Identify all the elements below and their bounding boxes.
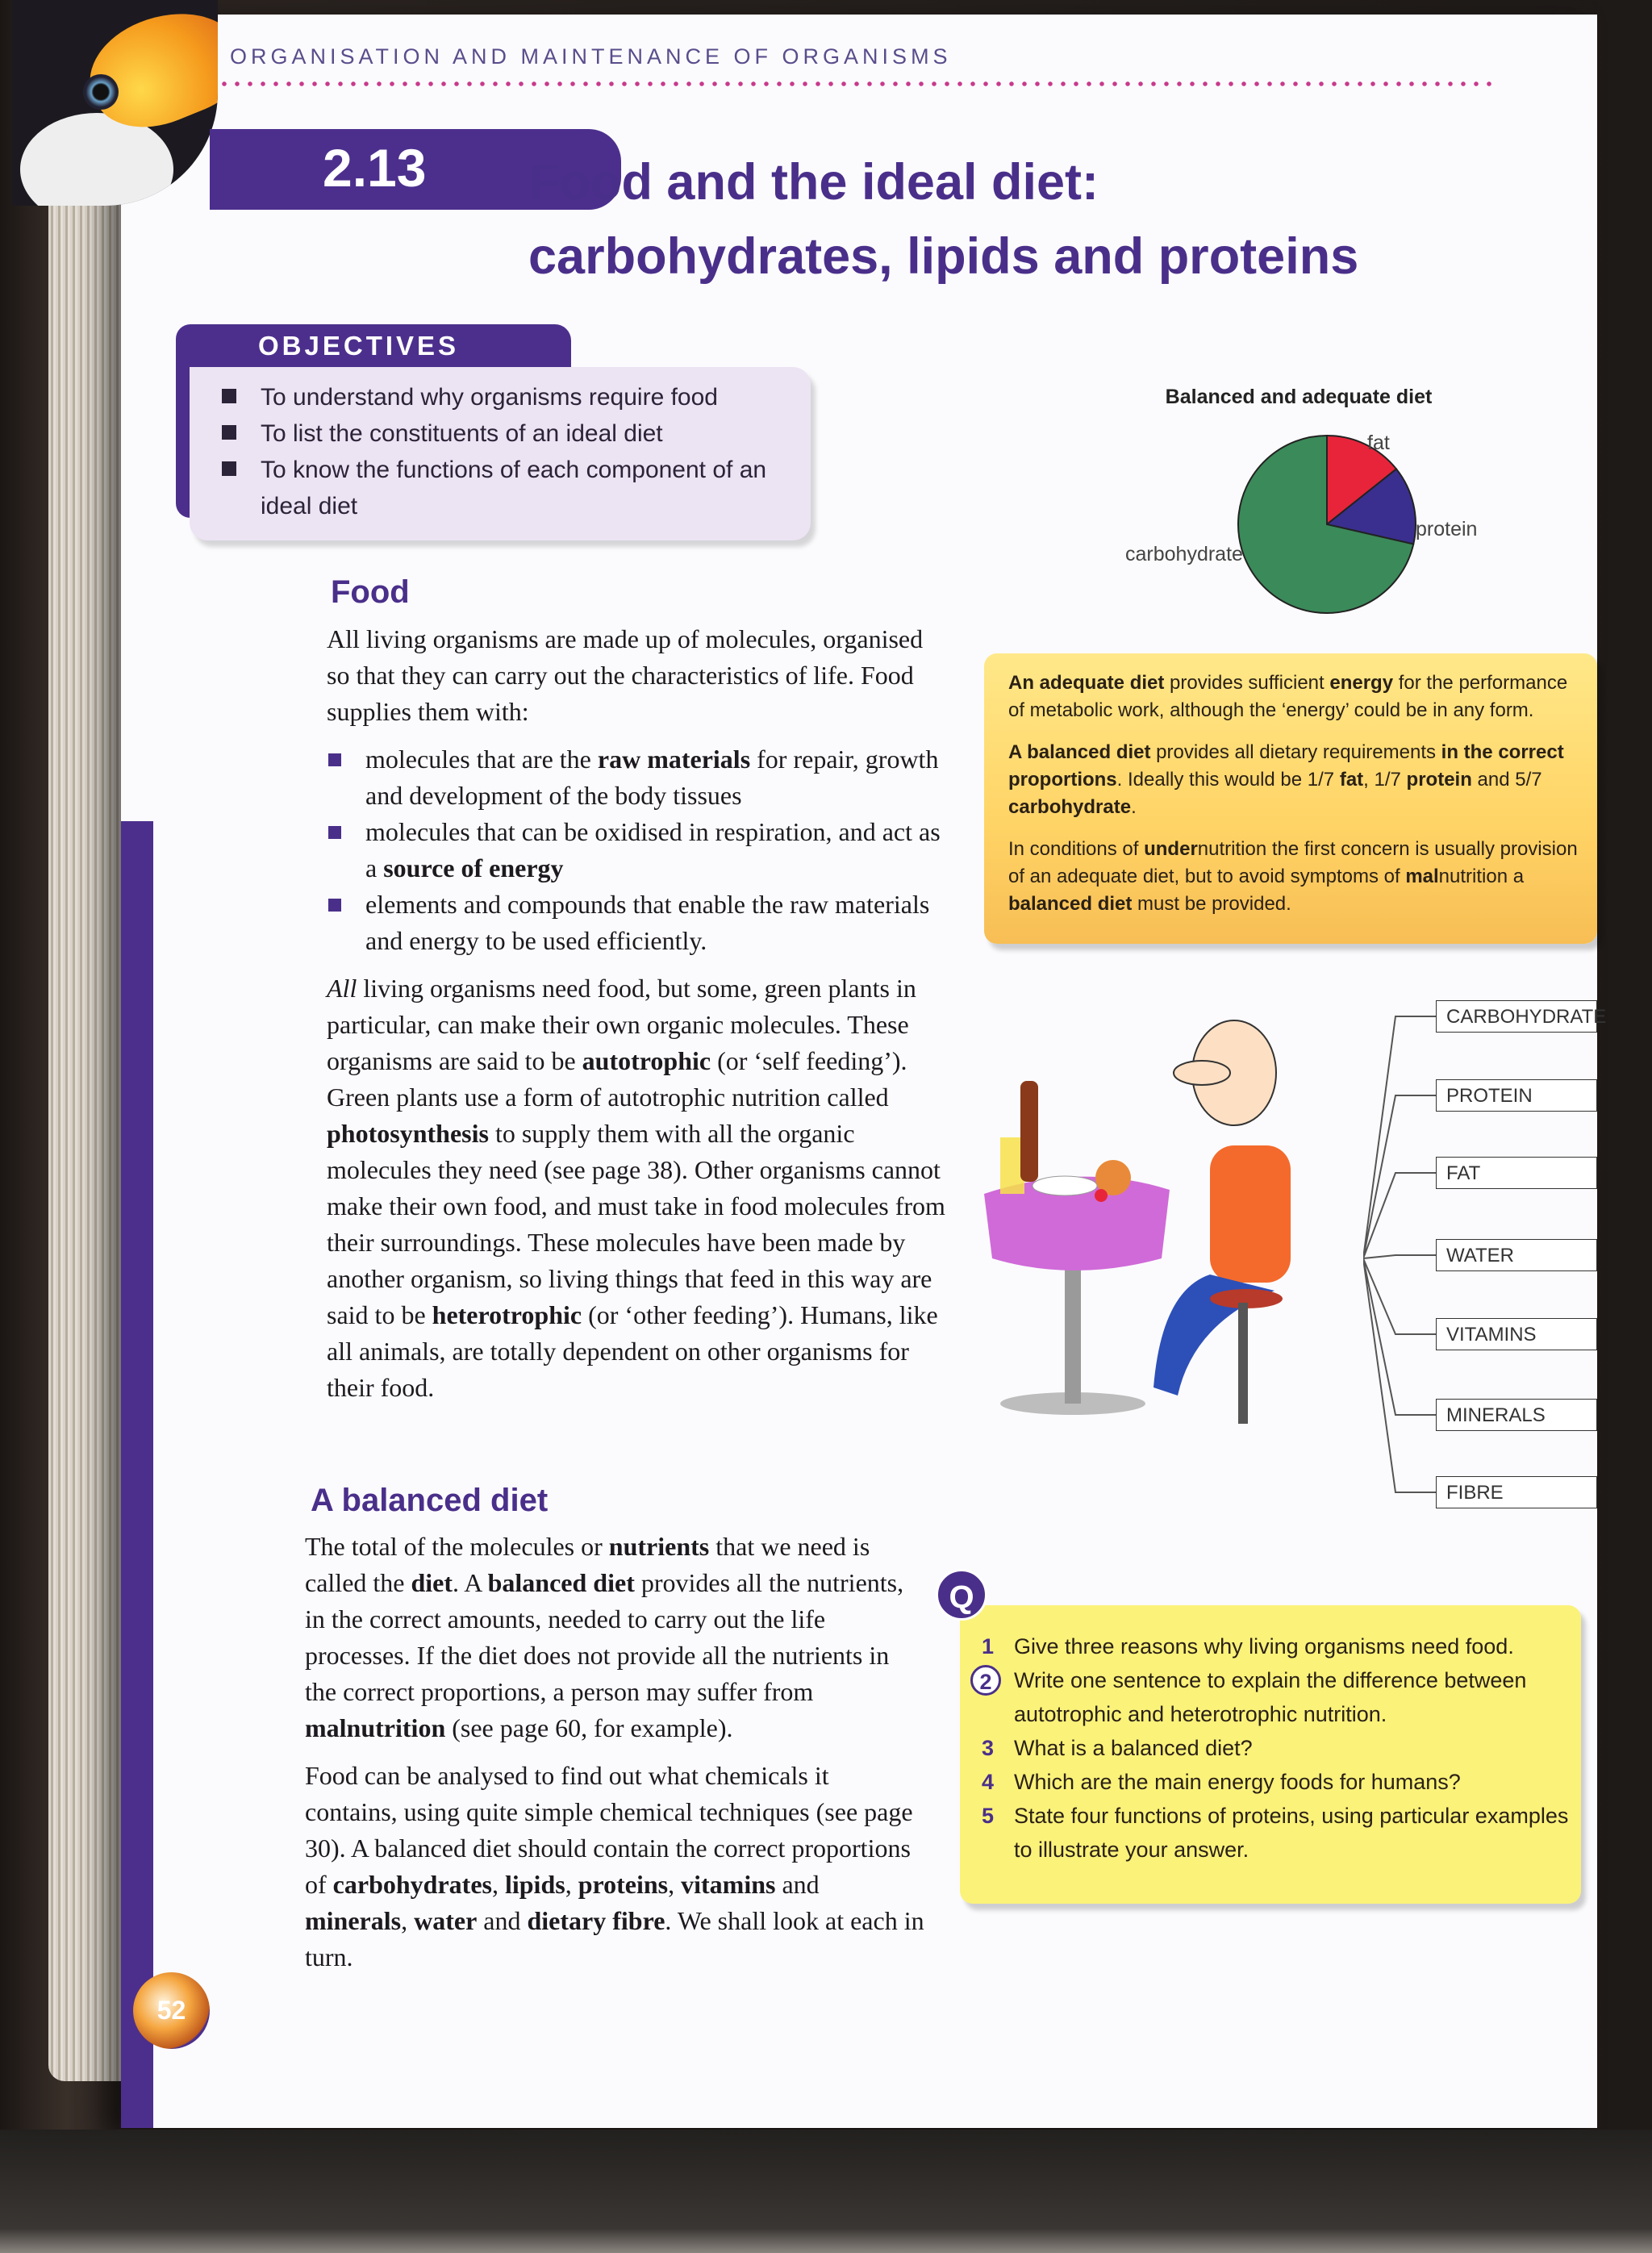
question-item: 1 Give three reasons why living organisms need food. (980, 1629, 1577, 1663)
section-number: 2.13 (323, 138, 427, 198)
scan-bottom-edge (0, 2130, 1652, 2253)
objective-item: To understand why organisms require food (222, 379, 786, 415)
man-shirt (1210, 1145, 1291, 1283)
label-vitamins: VITAMINS (1436, 1318, 1597, 1350)
balanced-diet-heading: A balanced diet (311, 1483, 549, 1518)
pie-label-protein: protein (1416, 518, 1478, 540)
question-number: 3 (982, 1736, 995, 1760)
question-item: 4 Which are the main energy foods for humans? (980, 1765, 1577, 1799)
page-number: 52 (133, 1972, 210, 2049)
margin-strip (121, 821, 153, 2128)
man-eating-illustration (968, 984, 1371, 1436)
food-heading: Food (331, 574, 410, 610)
chart-title: Balanced and adequate diet (1165, 386, 1433, 408)
info-adequate: An adequate diet provides sufficient energy for the performance of metabolic work, although the ‘energy’ could be in any form. (1008, 672, 1568, 721)
objectives-list (222, 379, 786, 524)
question-number: 1 (982, 1634, 995, 1658)
stool-leg (1238, 1303, 1248, 1424)
objective-item: To know the functions of each component of an ideal diet (222, 452, 786, 524)
question-number: 2 (970, 1665, 1001, 1696)
balanced-paragraph-2: Food can be analysed to find out what chemicals it contains, using quite simple chemical techniques (see page 30). A balanced diet should contain the correct proportions of carbohydrates, lipids, proteins, vitamins and minerals, water and dietary fibre. We shall look at each in turn. (305, 1761, 924, 1971)
food-bullet: elements and compounds that enable the raw materials and energy to be used efficiently. (327, 887, 948, 959)
food-body (327, 621, 948, 1417)
info-undernutrition: In conditions of undernutrition the first concern is usually provision of an adequate diet, but to avoid symptoms of malnutrition a balanced diet must be provided. (1008, 838, 1578, 915)
food-bullets (327, 741, 948, 959)
diet-info-text (1008, 670, 1581, 932)
balanced-paragraph-1: The total of the molecules or nutrients that we need is called the diet. A balanced diet provides all the nutrients, in the correct amounts, needed to carry out the life processes. If the diet does not provide all the nutrients in the correct proportions, a person may suffer from malnutrition (see page 60, for example). (305, 1532, 904, 1742)
tomato (1095, 1189, 1108, 1202)
food-bullet: molecules that can be oxidised in respiration, and act as a source of energy (327, 814, 948, 887)
label-fat: FAT (1436, 1157, 1597, 1189)
title-line-2: carbohydrates, lipids and proteins (528, 228, 1359, 285)
question-item: 2 Write one sentence to explain the difference between autotrophic and heterotrophic nutrition. (980, 1663, 1577, 1731)
man-nose (1174, 1061, 1230, 1085)
diet-pie-chart (1234, 432, 1420, 617)
question-item: 5 State four functions of proteins, using particular examples to illustrate your answer. (980, 1799, 1577, 1867)
food-intro: All living organisms are made up of molecules, organised so that they can carry out the characteristics of life. Food supplies them with: (327, 624, 924, 726)
drink-bottle (1020, 1081, 1038, 1182)
question-number: 4 (982, 1770, 995, 1794)
question-item: 3 What is a balanced diet? (980, 1731, 1577, 1765)
pie-label-carbohydrate: carbohydrate (1125, 543, 1243, 565)
label-fibre: FIBRE (1436, 1476, 1597, 1508)
toucan-eye (83, 74, 119, 110)
info-balanced: A balanced diet provides all dietary requirements in the correct proportions. Ideally this would be 1/7 fat, 1/7 protein and 5/7 carbohydrate. (1008, 741, 1564, 818)
title-line-1: Food and the ideal diet: (528, 154, 1099, 211)
label-carbohydrate: CARBOHYDRATE (1436, 1000, 1597, 1033)
running-header: ORGANISATION AND MAINTENANCE OF ORGANISMS (230, 44, 952, 69)
question-number: 5 (982, 1804, 995, 1828)
label-protein: PROTEIN (1436, 1079, 1597, 1112)
balanced-body (305, 1529, 926, 1987)
toucan-cheek (20, 113, 173, 206)
autotrophic-paragraph: All living organisms need food, but some, green plants in particular, can make their own organic molecules. These organisms are said to be autotrophic (or ‘self feeding’). Green plants use a form of autotrophic nutrition called photosynthesis to supply them with all the organic molecules they need (see page 38). Other organisms cannot make their own food, and must take in food molecules from their surroundings. These molecules have been made by another organism, so living things that feed in this way are said to be heterotrophic (or ‘other feeding’). Humans, like all animals, are totally dependent on other organisms for their food. (327, 974, 945, 1402)
rice-bowl (1032, 1176, 1097, 1195)
pie-label-fat: fat (1367, 432, 1390, 454)
question-icon: Q (936, 1569, 987, 1621)
food-bullet: molecules that are the raw materials for repair, growth and development of the body tissues (327, 741, 948, 814)
label-minerals: MINERALS (1436, 1399, 1597, 1431)
dotted-rule (218, 81, 1492, 87)
questions-list (980, 1629, 1577, 1867)
label-water: WATER (1436, 1239, 1597, 1271)
page-title (528, 145, 1358, 294)
objectives-title: OBJECTIVES (258, 331, 460, 361)
objective-item: To list the constituents of an ideal diet (222, 415, 786, 452)
